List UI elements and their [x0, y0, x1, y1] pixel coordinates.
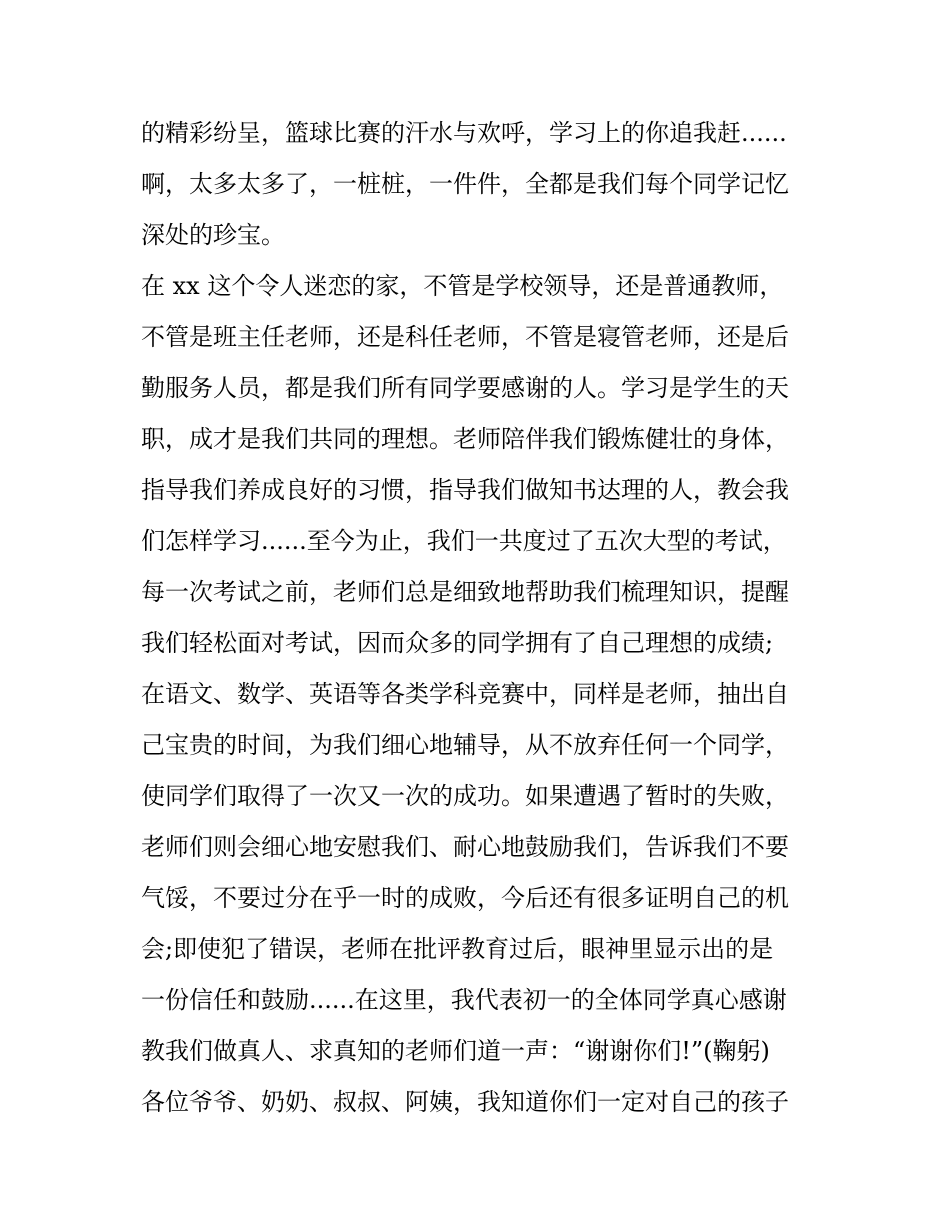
- text-line: 教我们做真人、求真知的老师们道一声：“谢谢你们!”(鞠躬): [141, 1037, 770, 1065]
- text-line: 深处的珍宝。: [141, 221, 285, 249]
- text-line: 老师们则会细心地安慰我们、耐心地鼓励我们，告诉我们不要: [141, 833, 789, 861]
- text-line: 使同学们取得了一次又一次的成功。如果遭遇了暂时的失败，: [141, 782, 789, 810]
- text-line: 一份信任和鼓励......在这里，我代表初一的全体同学真心感谢: [141, 986, 787, 1014]
- text-line: 己宝贵的时间，为我们细心地辅导，从不放弃任何一个同学，: [141, 731, 789, 759]
- body-text: [141, 108, 821, 1128]
- text-line: 在 xx 这个令人迷恋的家，不管是学校领导，还是普通教师，: [141, 272, 784, 300]
- text-line: 气馁，不要过分在乎一时的成败，今后还有很多证明自己的机: [141, 884, 789, 912]
- text-line: 每一次考试之前，老师们总是细致地帮助我们梳理知识，提醒: [141, 578, 789, 606]
- text-line: 会;即使犯了错误，老师在批评教育过后，眼神里显示出的是: [141, 935, 774, 963]
- text-line: 我们轻松面对考试，因而众多的同学拥有了自己理想的成绩;: [141, 629, 774, 657]
- text-line: 们怎样学习......至今为止，我们一共度过了五次大型的考试，: [141, 527, 787, 555]
- text-line: 职，成才是我们共同的理想。老师陪伴我们锻炼健壮的身体，: [141, 425, 789, 453]
- text-line: 的精彩纷呈，篮球比赛的汗水与欢呼，学习上的你追我赶......: [141, 119, 787, 147]
- text-line: 不管是班主任老师，还是科任老师，不管是寝管老师，还是后: [141, 323, 789, 351]
- text-line: 在语文、数学、英语等各类学科竞赛中，同样是老师，抽出自: [141, 680, 789, 708]
- text-line: 指导我们养成良好的习惯，指导我们做知书达理的人，教会我: [141, 476, 789, 504]
- text-line: 啊，太多太多了，一桩桩，一件件，全都是我们每个同学记忆: [141, 170, 789, 198]
- text-line: 各位爷爷、奶奶、叔叔、阿姨，我知道你们一定对自己的孩子: [141, 1088, 789, 1116]
- text-line: 勤服务人员，都是我们所有同学要感谢的人。学习是学生的天: [141, 374, 789, 402]
